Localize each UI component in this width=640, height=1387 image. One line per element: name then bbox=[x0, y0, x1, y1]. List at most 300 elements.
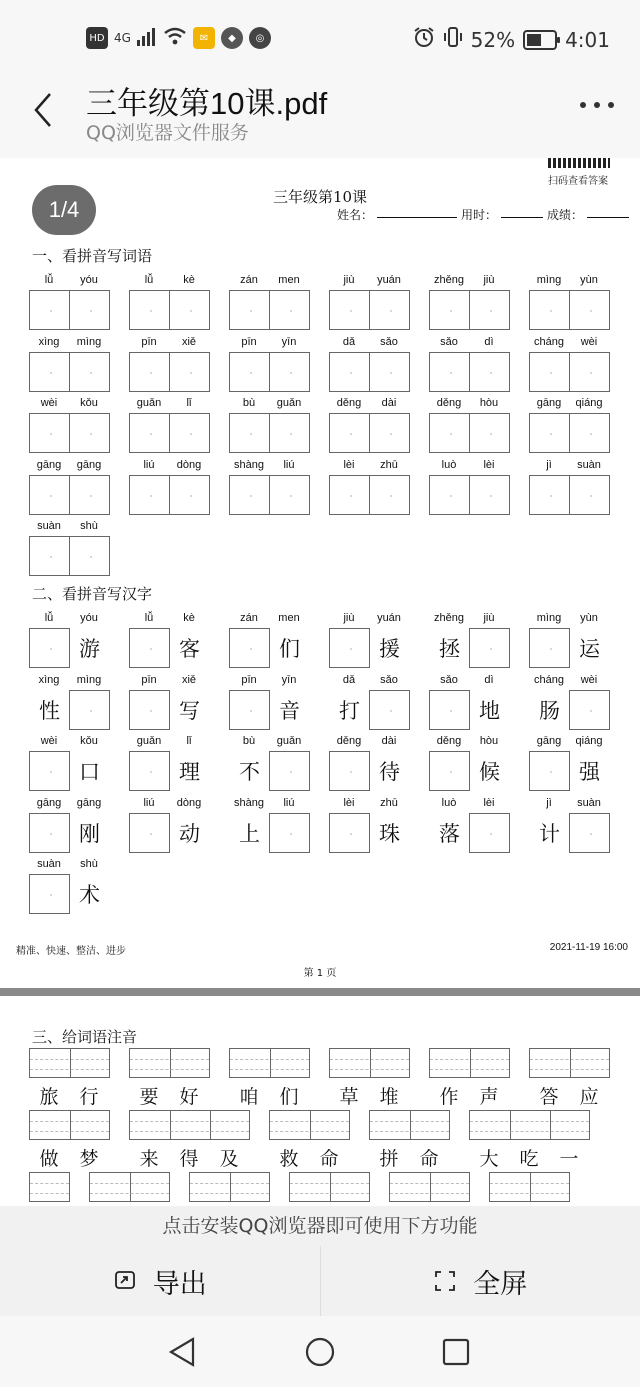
pinyin-label: wèi bbox=[580, 673, 598, 686]
word-character: 及 bbox=[219, 1148, 239, 1170]
pinyin-write-box[interactable] bbox=[389, 1172, 470, 1202]
box-divider bbox=[270, 1049, 271, 1077]
writing-box[interactable] bbox=[429, 413, 470, 453]
pinyin-label: lèi bbox=[343, 458, 355, 471]
pinyin-label: wèi bbox=[40, 397, 58, 409]
writing-box[interactable] bbox=[29, 874, 70, 914]
pinyin-label: yóu bbox=[80, 274, 98, 286]
install-tip[interactable]: 点击安装QQ浏览器即可使用下方功能 bbox=[0, 1206, 640, 1246]
browser-ball-icon: ◎ bbox=[249, 27, 271, 49]
pinyin-label: jiù bbox=[483, 274, 495, 286]
writing-box[interactable] bbox=[269, 352, 310, 392]
pinyin-label: gāng bbox=[36, 458, 62, 471]
system-nav-bar bbox=[0, 1316, 640, 1387]
clock: 4:01 bbox=[565, 27, 610, 52]
pinyin-label: mìng bbox=[76, 335, 102, 348]
word-cell bbox=[429, 397, 511, 459]
pinyin-label: bù bbox=[242, 397, 256, 409]
word-cell bbox=[529, 735, 611, 797]
word-character: 要 bbox=[139, 1086, 159, 1108]
pinyin-write-box[interactable] bbox=[229, 1048, 310, 1078]
pinyin-label: shù bbox=[80, 520, 98, 532]
pinyin-write-box[interactable] bbox=[29, 1172, 70, 1202]
word-character: 救 bbox=[279, 1148, 299, 1170]
battery-icon bbox=[523, 30, 557, 50]
given-character: 计 bbox=[539, 821, 560, 846]
writing-box[interactable] bbox=[29, 352, 70, 392]
word-character: 作 bbox=[439, 1086, 459, 1108]
given-character: 游 bbox=[79, 637, 100, 661]
pinyin-write-box[interactable] bbox=[89, 1172, 170, 1202]
box-divider bbox=[430, 1173, 431, 1201]
name-blank bbox=[377, 206, 457, 218]
more-options-button[interactable] bbox=[580, 102, 614, 108]
word-character: 拼 bbox=[379, 1148, 399, 1170]
pinyin-label: hòu bbox=[479, 397, 499, 409]
pinyin-label: luò bbox=[441, 458, 457, 471]
fullscreen-button[interactable] bbox=[321, 1246, 640, 1316]
pinyin-label: yóu bbox=[80, 612, 98, 624]
writing-box[interactable] bbox=[229, 690, 270, 730]
pinyin-label: kè bbox=[183, 274, 195, 286]
writing-box[interactable] bbox=[369, 290, 410, 330]
writing-box[interactable] bbox=[29, 290, 70, 330]
pinyin-label: dì bbox=[484, 673, 494, 686]
word-cell bbox=[229, 797, 311, 859]
writing-box[interactable] bbox=[129, 352, 170, 392]
pinyin-label: dǎ bbox=[342, 673, 356, 686]
writing-box[interactable] bbox=[329, 475, 370, 515]
battery-percent: 52% bbox=[470, 27, 516, 52]
writing-box[interactable] bbox=[69, 413, 110, 453]
pinyin-label: děng bbox=[336, 735, 362, 747]
pinyin-label: yīn bbox=[281, 335, 297, 348]
battery-fill bbox=[527, 34, 541, 46]
pinyin-label: wèi bbox=[40, 735, 58, 747]
signal-bars-icon bbox=[137, 26, 157, 50]
pinyin-label: qiáng bbox=[575, 735, 603, 747]
nav-back-button[interactable] bbox=[164, 1334, 200, 1370]
writing-box[interactable] bbox=[129, 628, 170, 668]
pinyin-label: gāng bbox=[76, 796, 102, 809]
word-cell bbox=[229, 459, 311, 521]
word-character: 命 bbox=[419, 1148, 439, 1170]
word-cell bbox=[29, 520, 111, 582]
export-icon bbox=[113, 1269, 137, 1293]
mail-notification-icon: ✉ bbox=[193, 27, 215, 49]
pinyin-label: cháng bbox=[534, 673, 564, 686]
pdf-page-1 bbox=[0, 158, 640, 988]
word-cell bbox=[229, 612, 311, 674]
circle-home-icon bbox=[304, 1336, 336, 1368]
writing-box[interactable] bbox=[529, 475, 570, 515]
writing-box[interactable] bbox=[229, 413, 270, 453]
writing-box[interactable] bbox=[129, 475, 170, 515]
pinyin-label: kè bbox=[183, 612, 195, 624]
pinyin-label: zán bbox=[240, 612, 258, 624]
word-cell bbox=[329, 336, 411, 398]
writing-box[interactable] bbox=[129, 751, 170, 791]
app-header bbox=[0, 78, 640, 160]
writing-box[interactable] bbox=[69, 536, 110, 576]
file-source: QQ浏览器文件服务 bbox=[86, 122, 249, 144]
square-recents-icon bbox=[441, 1337, 471, 1367]
writing-box[interactable] bbox=[569, 413, 610, 453]
pinyin-label: guǎn bbox=[276, 397, 302, 409]
pinyin-write-box[interactable] bbox=[489, 1172, 570, 1202]
box-divider bbox=[70, 1111, 71, 1139]
pinyin-label: yīn bbox=[281, 673, 297, 686]
box-divider bbox=[230, 1173, 231, 1201]
pinyin-label: qiáng bbox=[575, 397, 603, 409]
file-title: 三年级第10课.pdf bbox=[86, 86, 328, 121]
pinyin-label: mìng bbox=[536, 274, 562, 286]
word-cell bbox=[129, 459, 211, 521]
pinyin-label: suàn bbox=[37, 520, 61, 532]
word-cell bbox=[329, 274, 411, 336]
writing-box[interactable] bbox=[429, 751, 470, 791]
box-divider bbox=[530, 1173, 531, 1201]
pinyin-label: dòng bbox=[176, 458, 202, 471]
writing-box[interactable] bbox=[429, 290, 470, 330]
word-cell bbox=[529, 274, 611, 336]
writing-box[interactable] bbox=[469, 290, 510, 330]
qr-code bbox=[548, 158, 610, 168]
given-character: 落 bbox=[439, 821, 460, 846]
writing-box[interactable] bbox=[569, 290, 610, 330]
nav-home-button[interactable] bbox=[302, 1334, 338, 1370]
writing-box[interactable] bbox=[369, 352, 410, 392]
pinyin-label: liú bbox=[143, 796, 155, 809]
writing-box[interactable] bbox=[169, 413, 210, 453]
word-cell bbox=[29, 336, 111, 398]
word-cell bbox=[329, 797, 411, 859]
page-indicator: 1/4 bbox=[32, 185, 96, 235]
writing-box[interactable] bbox=[169, 475, 210, 515]
pinyin-label: pīn bbox=[241, 335, 257, 348]
box-divider bbox=[570, 1049, 571, 1077]
word-character: 答 bbox=[539, 1086, 559, 1108]
time-label: 用时： bbox=[461, 208, 498, 222]
writing-box[interactable] bbox=[69, 690, 110, 730]
status-bar bbox=[0, 0, 640, 78]
word-character: 一 bbox=[559, 1148, 579, 1170]
word-cell bbox=[529, 797, 611, 859]
writing-box[interactable] bbox=[529, 290, 570, 330]
box-divider bbox=[310, 1111, 311, 1139]
writing-box[interactable] bbox=[69, 352, 110, 392]
pinyin-label: zhěng bbox=[434, 274, 464, 286]
word-character: 来 bbox=[139, 1148, 159, 1170]
writing-box[interactable] bbox=[329, 413, 370, 453]
word-cell bbox=[29, 612, 111, 674]
pinyin-label: pīn bbox=[141, 335, 157, 348]
writing-box[interactable] bbox=[529, 352, 570, 392]
nav-recents-button[interactable] bbox=[438, 1334, 474, 1370]
writing-box[interactable] bbox=[469, 628, 510, 668]
pinyin-label: lǐ bbox=[186, 735, 192, 747]
writing-box[interactable] bbox=[129, 813, 170, 853]
pinyin-write-box[interactable] bbox=[329, 1048, 410, 1078]
writing-box[interactable] bbox=[269, 751, 310, 791]
word-character: 好 bbox=[179, 1086, 199, 1108]
pinyin-label: gāng bbox=[536, 735, 562, 747]
writing-box[interactable] bbox=[169, 352, 210, 392]
pinyin-label: jiù bbox=[343, 274, 355, 286]
word-character: 做 bbox=[39, 1148, 59, 1170]
pinyin-label: zán bbox=[240, 274, 258, 286]
pinyin-write-box[interactable] bbox=[469, 1110, 590, 1140]
given-character: 客 bbox=[179, 637, 200, 661]
box-divider bbox=[70, 1049, 71, 1077]
pinyin-label: suàn bbox=[577, 796, 601, 809]
pinyin-write-box[interactable] bbox=[129, 1110, 250, 1140]
pinyin-label: sǎo bbox=[440, 335, 458, 348]
score-label: 成绩： bbox=[547, 208, 584, 222]
writing-box[interactable] bbox=[529, 413, 570, 453]
word-cell bbox=[29, 674, 111, 736]
word-cell bbox=[329, 735, 411, 797]
writing-box[interactable] bbox=[429, 352, 470, 392]
pinyin-write-box[interactable] bbox=[429, 1048, 510, 1078]
qr-label: 扫码查看答案 bbox=[548, 176, 608, 187]
word-cell bbox=[229, 397, 311, 459]
word-cell bbox=[29, 274, 111, 336]
word-character: 咱 bbox=[239, 1086, 259, 1108]
box-divider bbox=[210, 1111, 211, 1139]
pinyin-label: wèi bbox=[580, 335, 598, 348]
word-character: 草 bbox=[339, 1086, 359, 1108]
chevron-left-icon bbox=[30, 90, 56, 130]
pinyin-label: dài bbox=[381, 397, 397, 409]
given-character: 上 bbox=[239, 821, 260, 846]
4g-signal-icon: 4G bbox=[114, 31, 131, 45]
word-cell bbox=[329, 459, 411, 521]
writing-box[interactable] bbox=[529, 751, 570, 791]
pinyin-label: kǒu bbox=[80, 735, 98, 747]
page-footer-date: 2021-11-19 16:00 bbox=[549, 942, 628, 953]
pinyin-label: jiù bbox=[483, 612, 495, 624]
section1-title: 一、看拼音写词语 bbox=[32, 247, 153, 265]
writing-box[interactable] bbox=[229, 475, 270, 515]
word-character: 吃 bbox=[519, 1148, 539, 1170]
word-character: 声 bbox=[479, 1086, 499, 1108]
pinyin-label: shàng bbox=[234, 458, 264, 471]
pinyin-label: gāng bbox=[76, 458, 102, 471]
pinyin-label: jì bbox=[546, 796, 552, 809]
pdf-viewer[interactable] bbox=[0, 158, 640, 1206]
box-divider bbox=[130, 1173, 131, 1201]
given-character: 刚 bbox=[79, 821, 100, 846]
writing-box[interactable] bbox=[569, 475, 610, 515]
action-bar bbox=[0, 1246, 640, 1316]
writing-box[interactable] bbox=[29, 536, 70, 576]
writing-box[interactable] bbox=[69, 290, 110, 330]
given-character: 写 bbox=[179, 698, 200, 723]
word-cell bbox=[129, 336, 211, 398]
writing-box[interactable] bbox=[269, 475, 310, 515]
time-blank bbox=[501, 206, 543, 218]
writing-box[interactable] bbox=[229, 352, 270, 392]
given-character: 候 bbox=[479, 760, 500, 784]
box-divider bbox=[410, 1111, 411, 1139]
pinyin-label: liú bbox=[283, 458, 295, 471]
word-cell bbox=[229, 336, 311, 398]
pinyin-label: lǚ bbox=[44, 274, 54, 286]
pinyin-label: děng bbox=[436, 735, 462, 747]
pinyin-label: bù bbox=[242, 735, 256, 747]
writing-box[interactable] bbox=[329, 751, 370, 791]
writing-box[interactable] bbox=[129, 290, 170, 330]
given-character: 打 bbox=[339, 698, 360, 723]
writing-box[interactable] bbox=[129, 690, 170, 730]
pinyin-label: lǐ bbox=[186, 397, 192, 409]
page-footer-motto: 精准、快速、整洁、进步 bbox=[16, 946, 126, 957]
writing-box[interactable] bbox=[129, 413, 170, 453]
pinyin-label: lèi bbox=[483, 458, 495, 471]
box-divider bbox=[170, 1111, 171, 1139]
pinyin-label: xiě bbox=[181, 673, 197, 686]
pinyin-write-box[interactable] bbox=[189, 1172, 270, 1202]
writing-box[interactable] bbox=[269, 290, 310, 330]
writing-box[interactable] bbox=[229, 290, 270, 330]
writing-box[interactable] bbox=[429, 475, 470, 515]
pinyin-label: liú bbox=[143, 458, 155, 471]
word-cell bbox=[229, 674, 311, 736]
given-character: 运 bbox=[579, 637, 600, 661]
writing-box[interactable] bbox=[329, 628, 370, 668]
section3-title: 三、给词语注音 bbox=[32, 1028, 138, 1046]
pinyin-label: cháng bbox=[534, 335, 564, 348]
pinyin-label: men bbox=[278, 612, 300, 624]
writing-box[interactable] bbox=[369, 690, 410, 730]
writing-box[interactable] bbox=[69, 475, 110, 515]
pinyin-label: dǎ bbox=[342, 335, 356, 348]
alarm-icon bbox=[413, 26, 435, 53]
box-divider bbox=[550, 1111, 551, 1139]
writing-box[interactable] bbox=[29, 813, 70, 853]
writing-box[interactable] bbox=[469, 813, 510, 853]
pinyin-label: men bbox=[278, 274, 300, 286]
hd-badge-icon: HD bbox=[86, 27, 108, 49]
pinyin-write-box[interactable] bbox=[29, 1110, 110, 1140]
pinyin-write-box[interactable] bbox=[269, 1110, 350, 1140]
pinyin-label: dài bbox=[381, 735, 397, 747]
word-cell bbox=[29, 797, 111, 859]
export-button[interactable] bbox=[0, 1246, 321, 1316]
writing-box[interactable] bbox=[569, 813, 610, 853]
word-cell bbox=[529, 674, 611, 736]
pinyin-label: lèi bbox=[483, 796, 495, 809]
word-cell bbox=[529, 459, 611, 521]
writing-box[interactable] bbox=[529, 628, 570, 668]
pinyin-write-box[interactable] bbox=[29, 1048, 110, 1078]
pinyin-label: yuán bbox=[377, 274, 401, 286]
word-cell bbox=[129, 612, 211, 674]
writing-box[interactable] bbox=[369, 475, 410, 515]
word-cell bbox=[129, 797, 211, 859]
writing-box[interactable] bbox=[469, 413, 510, 453]
pinyin-label: yuán bbox=[377, 612, 401, 624]
word-cell bbox=[129, 674, 211, 736]
given-character: 待 bbox=[379, 760, 400, 784]
writing-box[interactable] bbox=[29, 751, 70, 791]
word-character: 旅 bbox=[39, 1086, 59, 1108]
writing-box[interactable] bbox=[329, 352, 370, 392]
given-character: 肠 bbox=[539, 698, 560, 723]
writing-box[interactable] bbox=[369, 413, 410, 453]
pinyin-label: jiù bbox=[343, 612, 355, 624]
word-cell bbox=[429, 612, 511, 674]
writing-box[interactable] bbox=[569, 690, 610, 730]
pinyin-label: yùn bbox=[580, 612, 598, 624]
pinyin-label: luò bbox=[441, 796, 457, 809]
given-character: 不 bbox=[239, 760, 260, 784]
writing-box[interactable] bbox=[469, 352, 510, 392]
pdf-page-2 bbox=[0, 996, 640, 1206]
pinyin-label: kǒu bbox=[80, 397, 98, 409]
box-divider bbox=[470, 1049, 471, 1077]
writing-box[interactable] bbox=[29, 413, 70, 453]
dot-icon bbox=[580, 102, 586, 108]
pinyin-label: sǎo bbox=[380, 335, 398, 348]
pinyin-write-box[interactable] bbox=[129, 1048, 210, 1078]
writing-box[interactable] bbox=[269, 413, 310, 453]
pinyin-write-box[interactable] bbox=[529, 1048, 610, 1078]
pinyin-label: sǎo bbox=[440, 673, 458, 686]
word-character: 梦 bbox=[79, 1148, 99, 1170]
pinyin-label: lǚ bbox=[44, 612, 54, 624]
word-character: 得 bbox=[179, 1148, 199, 1170]
writing-box[interactable] bbox=[329, 290, 370, 330]
word-character: 命 bbox=[319, 1148, 339, 1170]
pinyin-label: lǚ bbox=[144, 274, 154, 286]
given-character: 术 bbox=[79, 883, 100, 907]
writing-box[interactable] bbox=[469, 475, 510, 515]
writing-box[interactable] bbox=[429, 690, 470, 730]
pinyin-write-box[interactable] bbox=[369, 1110, 450, 1140]
pinyin-label: jì bbox=[546, 458, 552, 471]
wifi-icon bbox=[163, 26, 187, 50]
word-character: 大 bbox=[479, 1148, 499, 1170]
writing-box[interactable] bbox=[269, 813, 310, 853]
score-blank bbox=[587, 206, 629, 218]
word-cell bbox=[29, 397, 111, 459]
writing-box[interactable] bbox=[229, 628, 270, 668]
writing-box[interactable] bbox=[29, 628, 70, 668]
writing-box[interactable] bbox=[169, 290, 210, 330]
box-divider bbox=[330, 1173, 331, 1201]
pinyin-label: guǎn bbox=[136, 397, 162, 409]
pinyin-label: xìng bbox=[38, 335, 60, 348]
word-character: 行 bbox=[79, 1086, 99, 1108]
pinyin-label: dòng bbox=[176, 796, 202, 809]
student-meta bbox=[337, 206, 629, 223]
pinyin-label: dì bbox=[484, 335, 494, 348]
pinyin-label: pīn bbox=[241, 673, 257, 686]
back-button[interactable] bbox=[26, 90, 60, 130]
writing-box[interactable] bbox=[569, 352, 610, 392]
writing-box[interactable] bbox=[329, 813, 370, 853]
pinyin-label: zhū bbox=[380, 458, 398, 471]
pinyin-label: gāng bbox=[36, 796, 62, 809]
given-character: 们 bbox=[279, 637, 300, 661]
pinyin-write-box[interactable] bbox=[289, 1172, 370, 1202]
writing-box[interactable] bbox=[29, 475, 70, 515]
qq-penguin-icon: ◆ bbox=[221, 27, 243, 49]
pinyin-label: liú bbox=[283, 796, 295, 809]
pinyin-label: guǎn bbox=[276, 735, 302, 747]
